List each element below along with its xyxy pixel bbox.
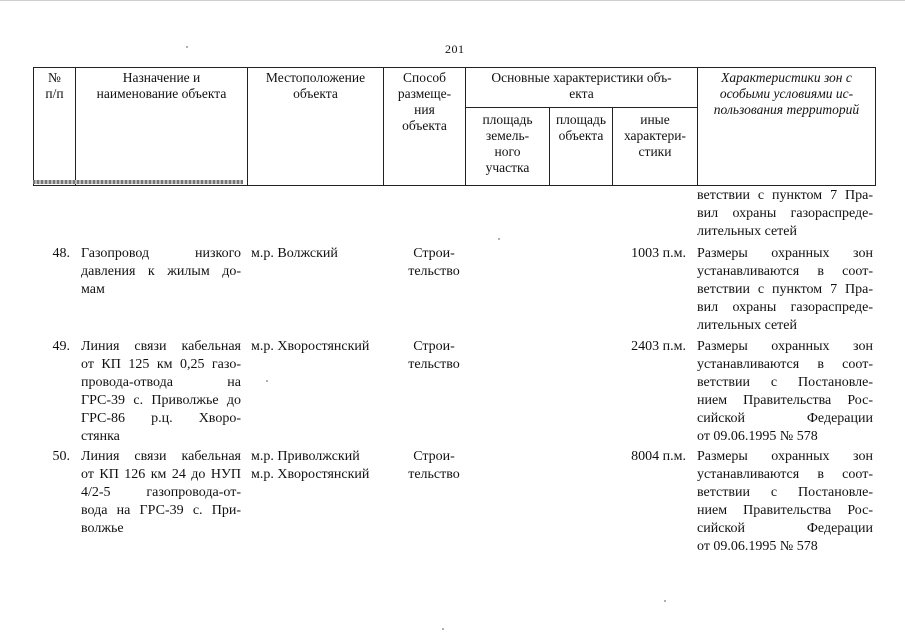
object-location: м.р. Приволжский м.р. Хворостянский <box>251 449 370 482</box>
header-sub-object-area: площадь объекта <box>550 108 613 186</box>
scan-top-edge <box>0 0 905 1</box>
header-col-zones: Характеристики зон с особыми условиями ис- пользования территорий <box>698 68 876 186</box>
header-sub-other-characteristics: иные характери- стики <box>613 108 698 186</box>
scan-smudge <box>33 180 243 184</box>
zone-characteristics: Размеры охранных зон устанавливаются в соот- ветствии с Постановле- нием Правительства Рос- сийской Федерации от 09.06.1995 № 578 <box>697 339 873 444</box>
other-characteristics-value: 2403 п.м. <box>631 339 686 354</box>
row-number: 48. <box>52 246 70 261</box>
header-col-num: № п/п <box>34 68 76 186</box>
scan-speck <box>442 628 444 630</box>
header-col-name: Назначение и наименование объекта <box>76 68 248 186</box>
scan-speck <box>664 600 666 602</box>
header-sub-land-area: площадь земель- ного участка <box>466 108 550 186</box>
header-col-location: Местоположение объекта <box>248 68 384 186</box>
header-col-method: Способ размеще- ния объекта <box>384 68 466 186</box>
scan-speck <box>266 380 268 382</box>
object-name: Линия связи кабельная от КП 126 км 24 до НУП 4/2-5 газопровода-от- вода на ГРС-39 с. При- волжье <box>81 449 241 536</box>
header-col-main-characteristics: Основные характеристики объ- екта <box>466 68 698 108</box>
scan-speck <box>186 46 188 48</box>
object-location: м.р. Волжский <box>251 246 338 261</box>
placement-method: Строи- тельство <box>408 339 460 372</box>
continued-zone-text: ветствии с пунктом 7 Пра- вил охраны газораспреде- лительных сетей <box>697 188 873 239</box>
page-number: 201 <box>445 42 465 56</box>
other-characteristics-value: 8004 п.м. <box>631 449 686 464</box>
row-number: 49. <box>52 339 70 354</box>
placement-method: Строи- тельство <box>408 449 460 482</box>
table-header <box>33 67 876 186</box>
object-name: Линия связи кабельная от КП 125 км 0,25 газо- провода-отвода на ГРС-39 с. Приволжье до ГРС-86 р.ц. Хворо- стянка <box>81 339 241 444</box>
row-number: 50. <box>52 449 70 464</box>
other-characteristics-value: 1003 п.м. <box>631 246 686 261</box>
placement-method: Строи- тельство <box>408 246 460 279</box>
object-name: Газопровод низкого давления к жилым до- мам <box>81 246 241 297</box>
scan-speck <box>498 238 500 240</box>
zone-characteristics: Размеры охранных зон устанавливаются в соот- ветствии с Постановле- нием Правительства Рос- сийской Федерации от 09.06.1995 № 578 <box>697 449 873 554</box>
zone-characteristics: Размеры охранных зон устанавливаются в соот- ветствии с пунктом 7 Пра- вил охраны газораспреде- лительных сетей <box>697 246 873 333</box>
object-location: м.р. Хворостянский <box>251 339 370 354</box>
